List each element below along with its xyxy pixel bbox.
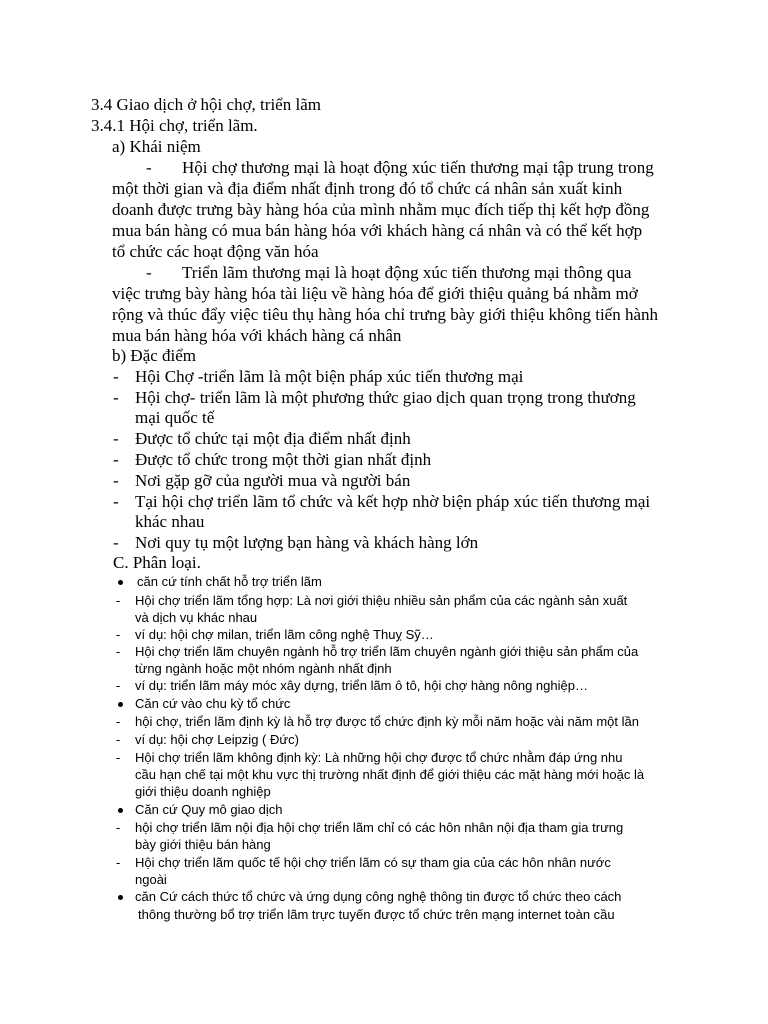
c-line-18: ngoài — [135, 872, 167, 887]
c-line-20: thông thường bổ trợ triển lãm trực tuyến được tổ chức trên mạng internet toàn cầu — [138, 907, 615, 922]
c-line-5: Hội chợ triển lãm chuyên ngành hỗ trợ triển lãm chuyên ngành giới thiệu sản phẩm của — [135, 644, 639, 659]
para1-line-5: tổ chức các hoạt động văn hóa — [112, 242, 319, 261]
heading-3-4-1: 3.4.1 Hội chợ, triển lãm. — [91, 116, 258, 135]
b-dash-7: - — [113, 533, 119, 552]
bullet-dot — [118, 580, 123, 585]
bullet-dot — [118, 895, 123, 900]
b-dash-1: - — [113, 367, 119, 386]
para2-line-1: Triển lãm thương mại là hoạt động xúc tiến thương mại thông qua — [182, 263, 632, 282]
b-item-2-cont: mại quốc tế — [135, 408, 215, 427]
c-dash-10: - — [116, 732, 121, 747]
c-line-1: căn cứ tính chất hỗ trợ triển lãm — [137, 574, 322, 589]
c-dash-9: - — [116, 714, 121, 729]
heading-3-4: 3.4 Giao dịch ở hội chợ, triển lãm — [91, 95, 321, 114]
c-dash-2: - — [116, 593, 121, 608]
para1-line-4: mua bán hàng có mua bán hàng hóa với khách hàng cá nhân và có thể kết hợp — [112, 221, 643, 240]
bullet-dot — [118, 808, 123, 813]
b-item-7: Nơi quy tụ một lượng bạn hàng và khách hàng lớn — [135, 533, 479, 552]
part-a-title: a) Khái niệm — [112, 137, 201, 156]
b-item-2: Hội chợ- triển lãm là một phương thức giao dịch quan trọng trong thương — [135, 388, 636, 407]
part-c-title: C. Phân loại. — [113, 553, 201, 572]
bullet-dot — [118, 702, 123, 707]
c-dash-7: - — [116, 678, 121, 693]
c-dash-5: - — [116, 644, 121, 659]
para2-line-3: rộng và thúc đẩy việc tiêu thụ hàng hóa chỉ trưng bày giới thiệu không tiến hành — [112, 305, 659, 324]
b-dash-5: - — [113, 471, 119, 490]
para1-line-1: Hội chợ thương mại là hoạt động xúc tiến thương mại tập trung trong — [182, 158, 654, 177]
b-item-4: Được tổ chức trong một thời gian nhất định — [135, 450, 432, 469]
b-dash-4: - — [113, 450, 119, 469]
c-dash-17: - — [116, 855, 121, 870]
para2-line-2: việc trưng bày hàng hóa tài liệu về hàng hóa để giới thiệu quảng bá nhằm mở — [112, 284, 638, 303]
c-line-19: căn Cứ cách thức tổ chức và ứng dụng công nghệ thông tin được tổ chức theo cách — [135, 889, 622, 904]
b-dash-6: - — [113, 492, 119, 511]
c-line-17: Hội chợ triển lãm quốc tế hội chợ triển lãm có sự tham gia của các hôn nhân nước — [135, 855, 611, 870]
c-dash-15: - — [116, 820, 121, 835]
para1-line-2: một thời gian và địa điểm nhất định trong đó tổ chức cá nhân sản xuất kinh — [112, 179, 623, 198]
c-line-15: hội chợ triển lãm nội địa hội chợ triển lãm chỉ có các hôn nhân nội địa tham gia trưng — [135, 820, 624, 835]
para2-line-4: mua bán hàng hóa với khách hàng cá nhân — [112, 326, 402, 345]
b-item-6: Tại hội chợ triển lãm tổ chức và kết hợp nhờ biện pháp xúc tiến thương mại — [135, 492, 651, 511]
b-dash-2: - — [113, 388, 119, 407]
c-line-11: Hội chợ triển lãm không định kỳ: Là những hội chợ được tổ chức nhằm đáp ứng nhu — [135, 750, 623, 765]
c-line-10: ví dụ: hội chợ Leipzig ( Đức) — [135, 732, 299, 747]
c-line-13: giới thiệu doanh nghiệp — [135, 784, 271, 799]
c-line-8: Căn cứ vào chu kỳ tổ chức — [135, 696, 291, 711]
c-dash-4: - — [116, 627, 121, 642]
c-dash-11: - — [116, 750, 121, 765]
c-line-4: ví dụ: hội chợ milan, triển lãm công nghệ Thuỵ Sỹ… — [135, 627, 434, 642]
c-line-9: hội chợ, triển lãm định kỳ là hỗ trợ được tổ chức định kỳ mỗi năm hoặc vài năm một lần — [135, 714, 639, 729]
b-item-5: Nơi gặp gỡ của người mua và người bán — [135, 471, 411, 490]
b-dash-3: - — [113, 429, 119, 448]
para2-dash: - — [146, 263, 152, 282]
b-item-3: Được tổ chức tại một địa điểm nhất định — [135, 429, 411, 448]
c-line-3: và dịch vụ khác nhau — [135, 610, 258, 625]
c-line-16: bày giới thiệu bán hàng — [135, 837, 271, 852]
c-line-12: cầu hạn chế tại một khu vực thị trường nhất định để giới thiệu các mặt hàng mới hoặc là — [135, 767, 645, 782]
b-item-6-cont: khác nhau — [135, 512, 205, 531]
c-line-7: ví dụ: triển lãm máy móc xây dựng, triển lãm ô tô, hội chợ hàng nông nghiệp… — [135, 678, 588, 693]
c-line-6: từng ngành hoặc một nhóm ngành nhất định — [135, 661, 392, 676]
para1-dash: - — [146, 158, 152, 177]
para1-line-3: doanh được trưng bày hàng hóa của mình nhằm mục đích tiếp thị kết hợp đồng — [112, 200, 650, 219]
b-item-1: Hội Chợ -triển lãm là một biện pháp xúc tiến thương mại — [135, 367, 524, 386]
c-line-14: Căn cứ Quy mô giao dịch — [135, 802, 283, 817]
part-b-title: b) Đặc điểm — [112, 346, 197, 365]
c-line-2: Hội chợ triển lãm tổng hợp: Là nơi giới thiệu nhiều sản phẩm của các ngành sản xuất — [135, 593, 628, 608]
